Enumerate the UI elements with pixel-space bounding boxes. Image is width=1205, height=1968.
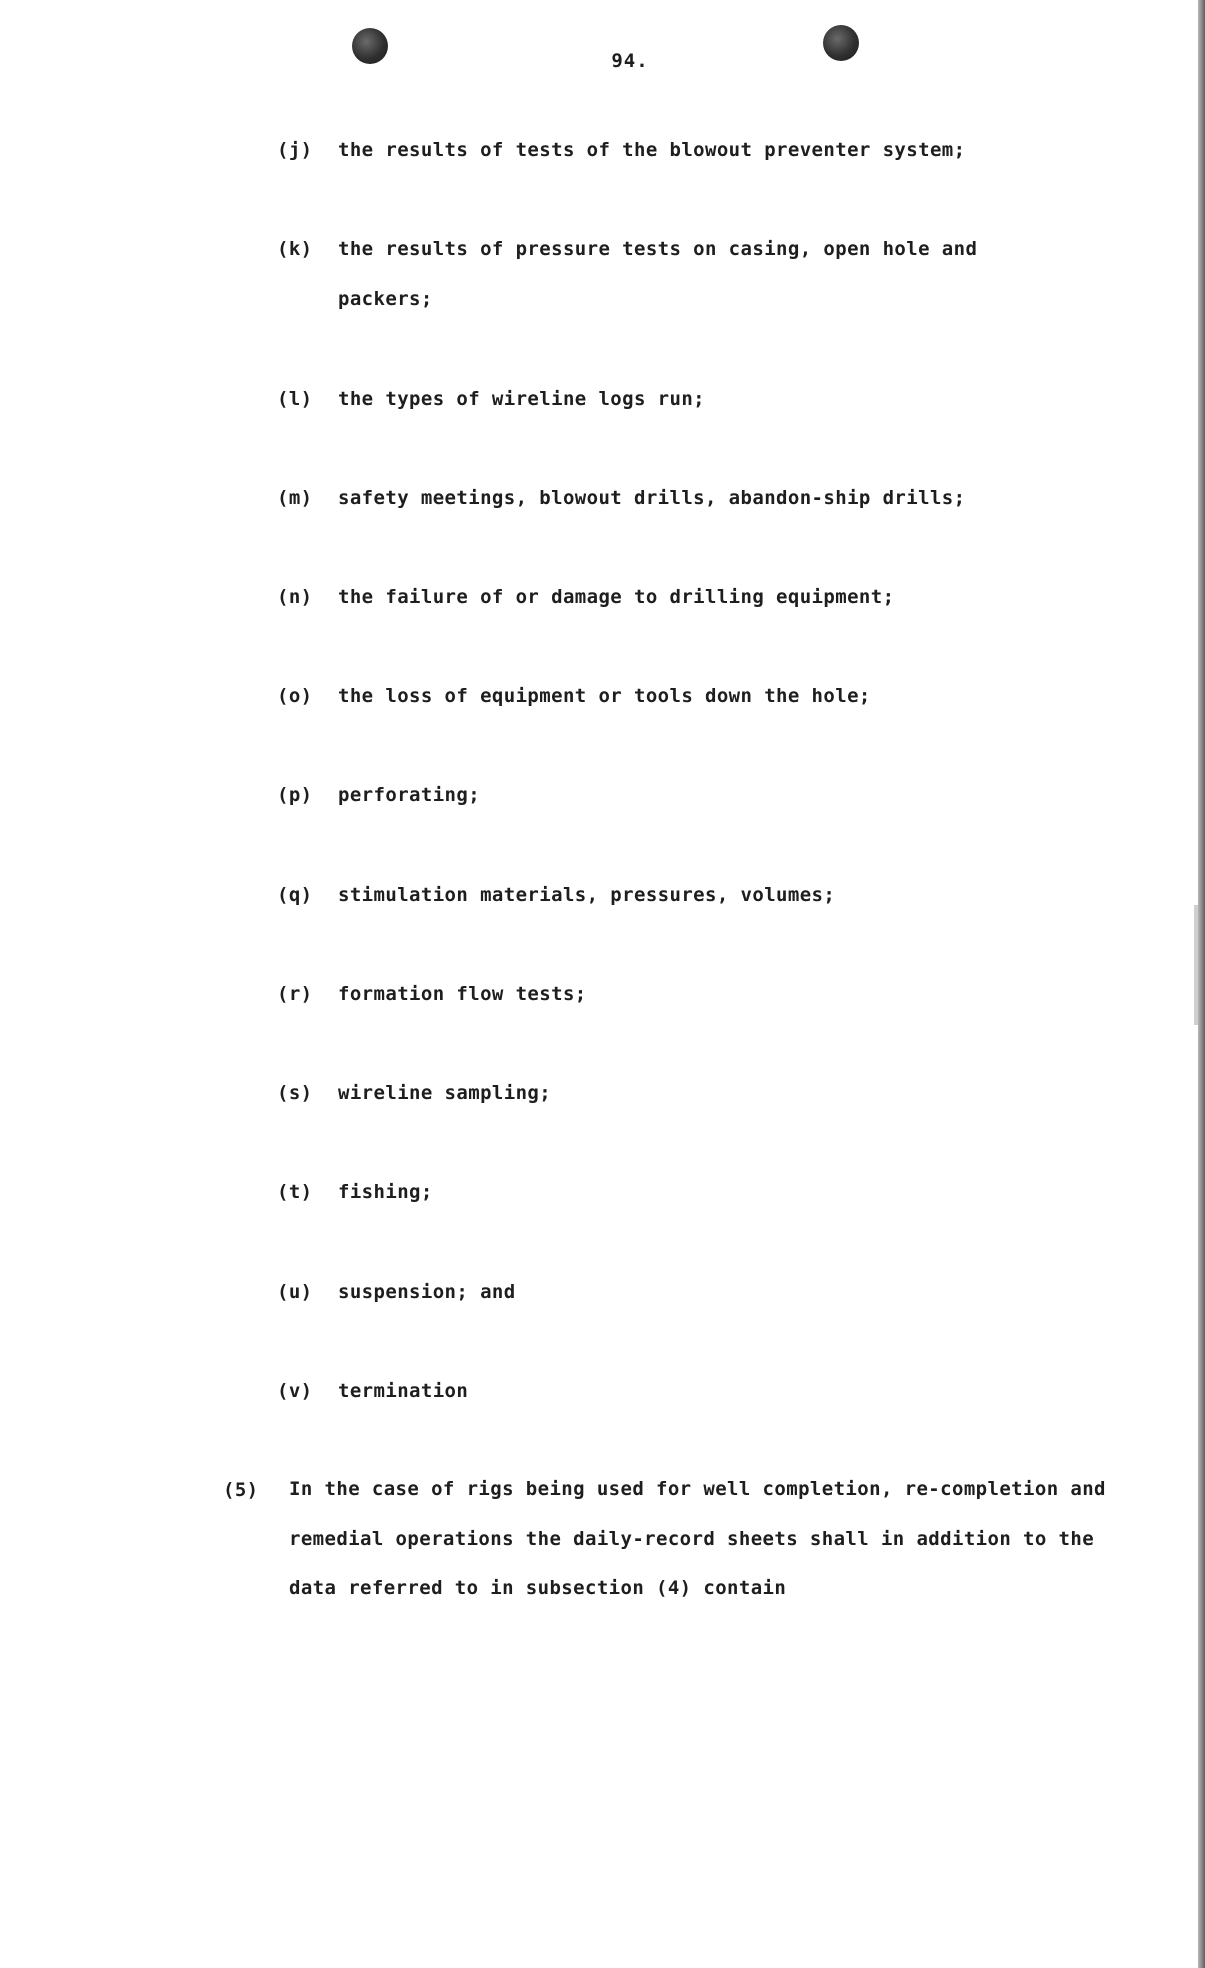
page-number: 94. [611,50,649,72]
item-marker: (l) [277,388,313,410]
item-marker: (r) [277,983,313,1005]
subsection-text: In the case of rigs being used for well completion, re-completion and remedial operations the daily-record sheets shall in addition to the data referred to in subsection (4) contain [289,1478,1106,1599]
item-marker: (t) [277,1181,313,1203]
item-text: safety meetings, blowout drills, abandon-ship drills; [338,487,966,509]
item-marker: (k) [277,238,313,260]
item-text: perforating; [338,784,481,806]
item-marker: (n) [277,586,313,608]
item-marker: (p) [277,784,313,806]
item-marker: (m) [277,487,313,509]
item-text: wireline sampling; [338,1082,552,1104]
subsection-marker: (5) [223,1479,259,1501]
item-marker: (o) [277,685,313,707]
item-marker: (q) [277,884,313,906]
item-text: the results of tests of the blowout preventer system; [338,139,966,161]
item-text: suspension; and [338,1281,516,1303]
page-edge-mark [1194,905,1198,1025]
page-edge-shadow [1198,0,1205,1968]
item-text: the loss of equipment or tools down the hole; [338,685,871,707]
item-text: stimulation materials, pressures, volumes; [338,884,836,906]
item-marker: (u) [277,1281,313,1303]
item-marker: (s) [277,1082,313,1104]
item-marker: (j) [277,139,313,161]
item-marker: (v) [277,1380,313,1402]
item-text: the results of pressure tests on casing, open hole and packers; [338,238,978,310]
list-item-k [277,224,1037,324]
item-text: termination [338,1380,469,1402]
item-text: the types of wireline logs run; [338,388,706,410]
item-text: fishing; [338,1181,433,1203]
item-text: formation flow tests; [338,983,587,1005]
item-text: the failure of or damage to drilling equipment; [338,586,895,608]
